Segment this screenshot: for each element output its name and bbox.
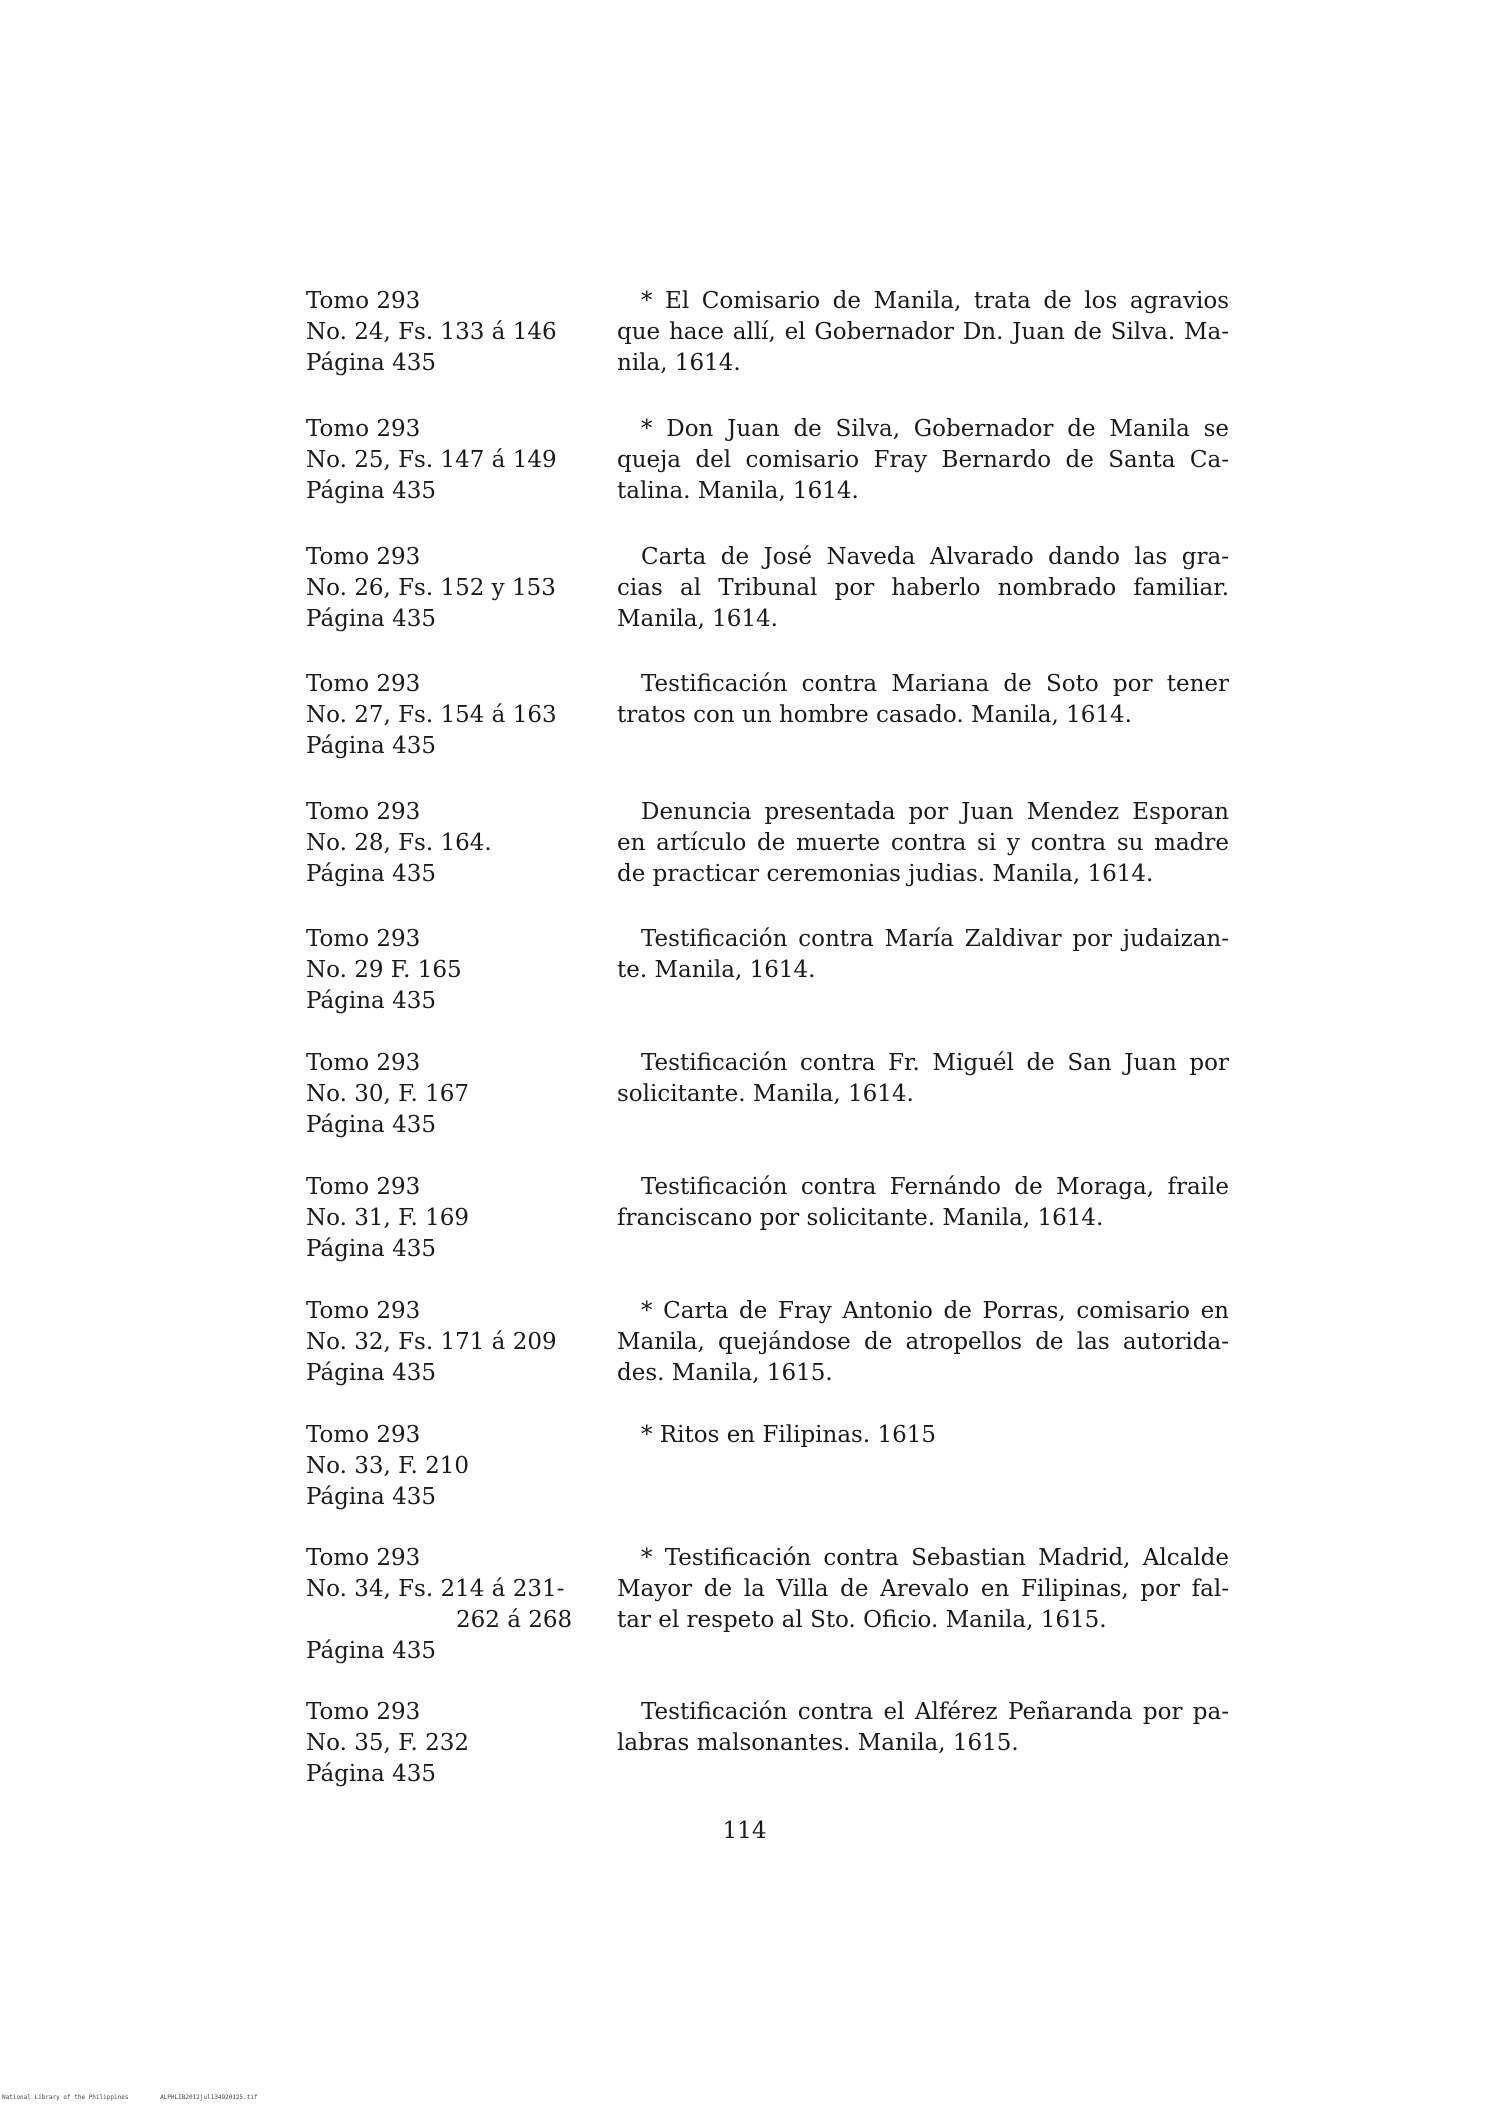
scan-footer — [2, 2094, 286, 2101]
ref-line: Tomo 293 — [306, 799, 421, 825]
ref-line: Tomo 293 — [306, 1545, 421, 1571]
entry-5 — [0, 797, 1489, 907]
ref-line: No. 25, Fs. 147 á 149 — [306, 447, 557, 473]
desc-line: tratos con un hombre casado. Manila, 1614. — [617, 702, 1132, 728]
page-number: 114 — [722, 1818, 767, 1844]
entry-reference — [306, 1296, 606, 1389]
entry-reference — [306, 797, 606, 890]
desc-line: talina. Manila, 1614. — [617, 478, 859, 504]
desc-line: te. Manila, 1614. — [617, 957, 816, 983]
entry-description — [617, 1048, 1229, 1110]
ref-line: Página 435 — [306, 988, 436, 1014]
entry-reference — [306, 286, 606, 379]
ref-line: Página 435 — [306, 350, 436, 376]
desc-line: Testificación contra Fr. Miguél de San Juan por — [641, 1050, 1229, 1076]
entry-description — [617, 669, 1229, 731]
ref-line: No. 29 F. 165 — [306, 957, 462, 983]
entry-2 — [0, 414, 1489, 524]
entry-description — [617, 414, 1229, 507]
ref-line: No. 26, Fs. 152 y 153 — [306, 575, 556, 601]
entry-6 — [0, 924, 1489, 1034]
ref-line: No. 33, F. 210 — [306, 1453, 469, 1479]
ref-line: No. 28, Fs. 164. — [306, 830, 492, 856]
ref-line: Tomo 293 — [306, 926, 421, 952]
entry-description — [617, 1697, 1229, 1759]
ref-line: Página 435 — [306, 1236, 436, 1262]
ref-line: No. 32, Fs. 171 á 209 — [306, 1329, 557, 1355]
entry-reference — [306, 1543, 606, 1667]
desc-line: franciscano por solicitante. Manila, 1614. — [617, 1205, 1104, 1231]
ref-line: 262 á 268 — [456, 1607, 573, 1633]
desc-line: Manila, 1614. — [617, 606, 778, 632]
entry-12 — [0, 1697, 1489, 1807]
ref-line: Página 435 — [306, 1638, 436, 1664]
ref-line: Tomo 293 — [306, 1174, 421, 1200]
footer-library: National Library of the Philippines — [2, 2094, 129, 2101]
ref-line: Tomo 293 — [306, 671, 421, 697]
ref-line: Tomo 293 — [306, 544, 421, 570]
desc-line: de practicar ceremonias judias. Manila, 1614. — [617, 861, 1154, 887]
desc-line: Denuncia presentada por Juan Mendez Esporan — [641, 799, 1229, 825]
entry-reference — [306, 1697, 606, 1790]
entry-description — [617, 1543, 1229, 1636]
desc-line: tar el respeto al Sto. Oficio. Manila, 1615. — [617, 1607, 1107, 1633]
desc-line: queja del comisario Fray Bernardo de Santa Ca- — [617, 447, 1229, 473]
entry-11 — [0, 1543, 1489, 1683]
ref-line: No. 34, Fs. 214 á 231- — [306, 1576, 565, 1602]
ref-line: Página 435 — [306, 733, 436, 759]
desc-line: Manila, quejándose de atropellos de las autorida- — [617, 1329, 1229, 1355]
desc-line: Testificación contra María Zaldivar por judaizan- — [641, 926, 1229, 952]
ref-line: Tomo 293 — [306, 1422, 421, 1448]
entry-reference — [306, 1172, 606, 1265]
desc-line: Testificación contra Fernándo de Moraga, fraile — [641, 1174, 1229, 1200]
entry-reference — [306, 542, 606, 635]
desc-line: que hace allí, el Gobernador Dn. Juan de Silva. Ma- — [617, 319, 1229, 345]
ref-line: Tomo 293 — [306, 1699, 421, 1725]
entry-description — [617, 542, 1229, 635]
entry-4 — [0, 669, 1489, 779]
ref-line: No. 31, F. 169 — [306, 1205, 469, 1231]
desc-line: * El Comisario de Manila, trata de los agravios — [641, 288, 1229, 314]
desc-line: nila, 1614. — [617, 350, 741, 376]
desc-line: solicitante. Manila, 1614. — [617, 1081, 914, 1107]
entry-description — [617, 1296, 1229, 1389]
desc-line: en artículo de muerte contra si y contra su madre — [617, 830, 1229, 856]
desc-line: * Testificación contra Sebastian Madrid, Alcalde — [641, 1545, 1229, 1571]
entry-reference — [306, 1420, 606, 1513]
ref-line: Tomo 293 — [306, 288, 421, 314]
entry-3 — [0, 542, 1489, 652]
desc-line: Carta de José Naveda Alvarado dando las gra- — [641, 544, 1229, 570]
desc-line: * Don Juan de Silva, Gobernador de Manila se — [641, 416, 1229, 442]
desc-line: * Carta de Fray Antonio de Porras, comisario en — [641, 1298, 1229, 1324]
desc-line: des. Manila, 1615. — [617, 1360, 833, 1386]
desc-line: Mayor de la Villa de Arevalo en Filipinas, por fal- — [617, 1576, 1229, 1602]
desc-line: cias al Tribunal por haberlo nombrado familiar. — [617, 575, 1229, 601]
ref-line: Página 435 — [306, 1360, 436, 1386]
desc-line: Testificación contra Mariana de Soto por tener — [641, 671, 1229, 697]
entry-description — [617, 924, 1229, 986]
ref-line: Tomo 293 — [306, 1050, 421, 1076]
ref-line: Página 435 — [306, 478, 436, 504]
ref-line: No. 24, Fs. 133 á 146 — [306, 319, 557, 345]
entry-7 — [0, 1048, 1489, 1158]
entry-9 — [0, 1296, 1489, 1406]
entry-description — [617, 797, 1229, 890]
entry-8 — [0, 1172, 1489, 1282]
ref-line: Tomo 293 — [306, 1298, 421, 1324]
footer-filename: ALPHLIB2012jul134920125.tif — [160, 2094, 258, 2101]
ref-line: No. 27, Fs. 154 á 163 — [306, 702, 557, 728]
desc-line: Testificación contra el Alférez Peñaranda por pa- — [641, 1699, 1229, 1725]
entry-10 — [0, 1420, 1489, 1530]
entry-reference — [306, 669, 606, 762]
ref-line: Página 435 — [306, 1484, 436, 1510]
ref-line: No. 35, F. 232 — [306, 1730, 469, 1756]
ref-line: Tomo 293 — [306, 416, 421, 442]
entry-description — [617, 1420, 1229, 1451]
ref-line: Página 435 — [306, 861, 436, 887]
entry-1 — [0, 286, 1489, 396]
ref-line: No. 30, F. 167 — [306, 1081, 469, 1107]
ref-line: Página 435 — [306, 1761, 436, 1787]
entry-description — [617, 1172, 1229, 1234]
entry-description — [617, 286, 1229, 379]
ref-line: Página 435 — [306, 606, 436, 632]
desc-line: * Ritos en Filipinas. 1615 — [641, 1422, 937, 1448]
entry-reference — [306, 1048, 606, 1141]
entry-reference — [306, 924, 606, 1017]
ref-line: Página 435 — [306, 1112, 436, 1138]
desc-line: labras malsonantes. Manila, 1615. — [617, 1730, 1019, 1756]
entry-reference — [306, 414, 606, 507]
